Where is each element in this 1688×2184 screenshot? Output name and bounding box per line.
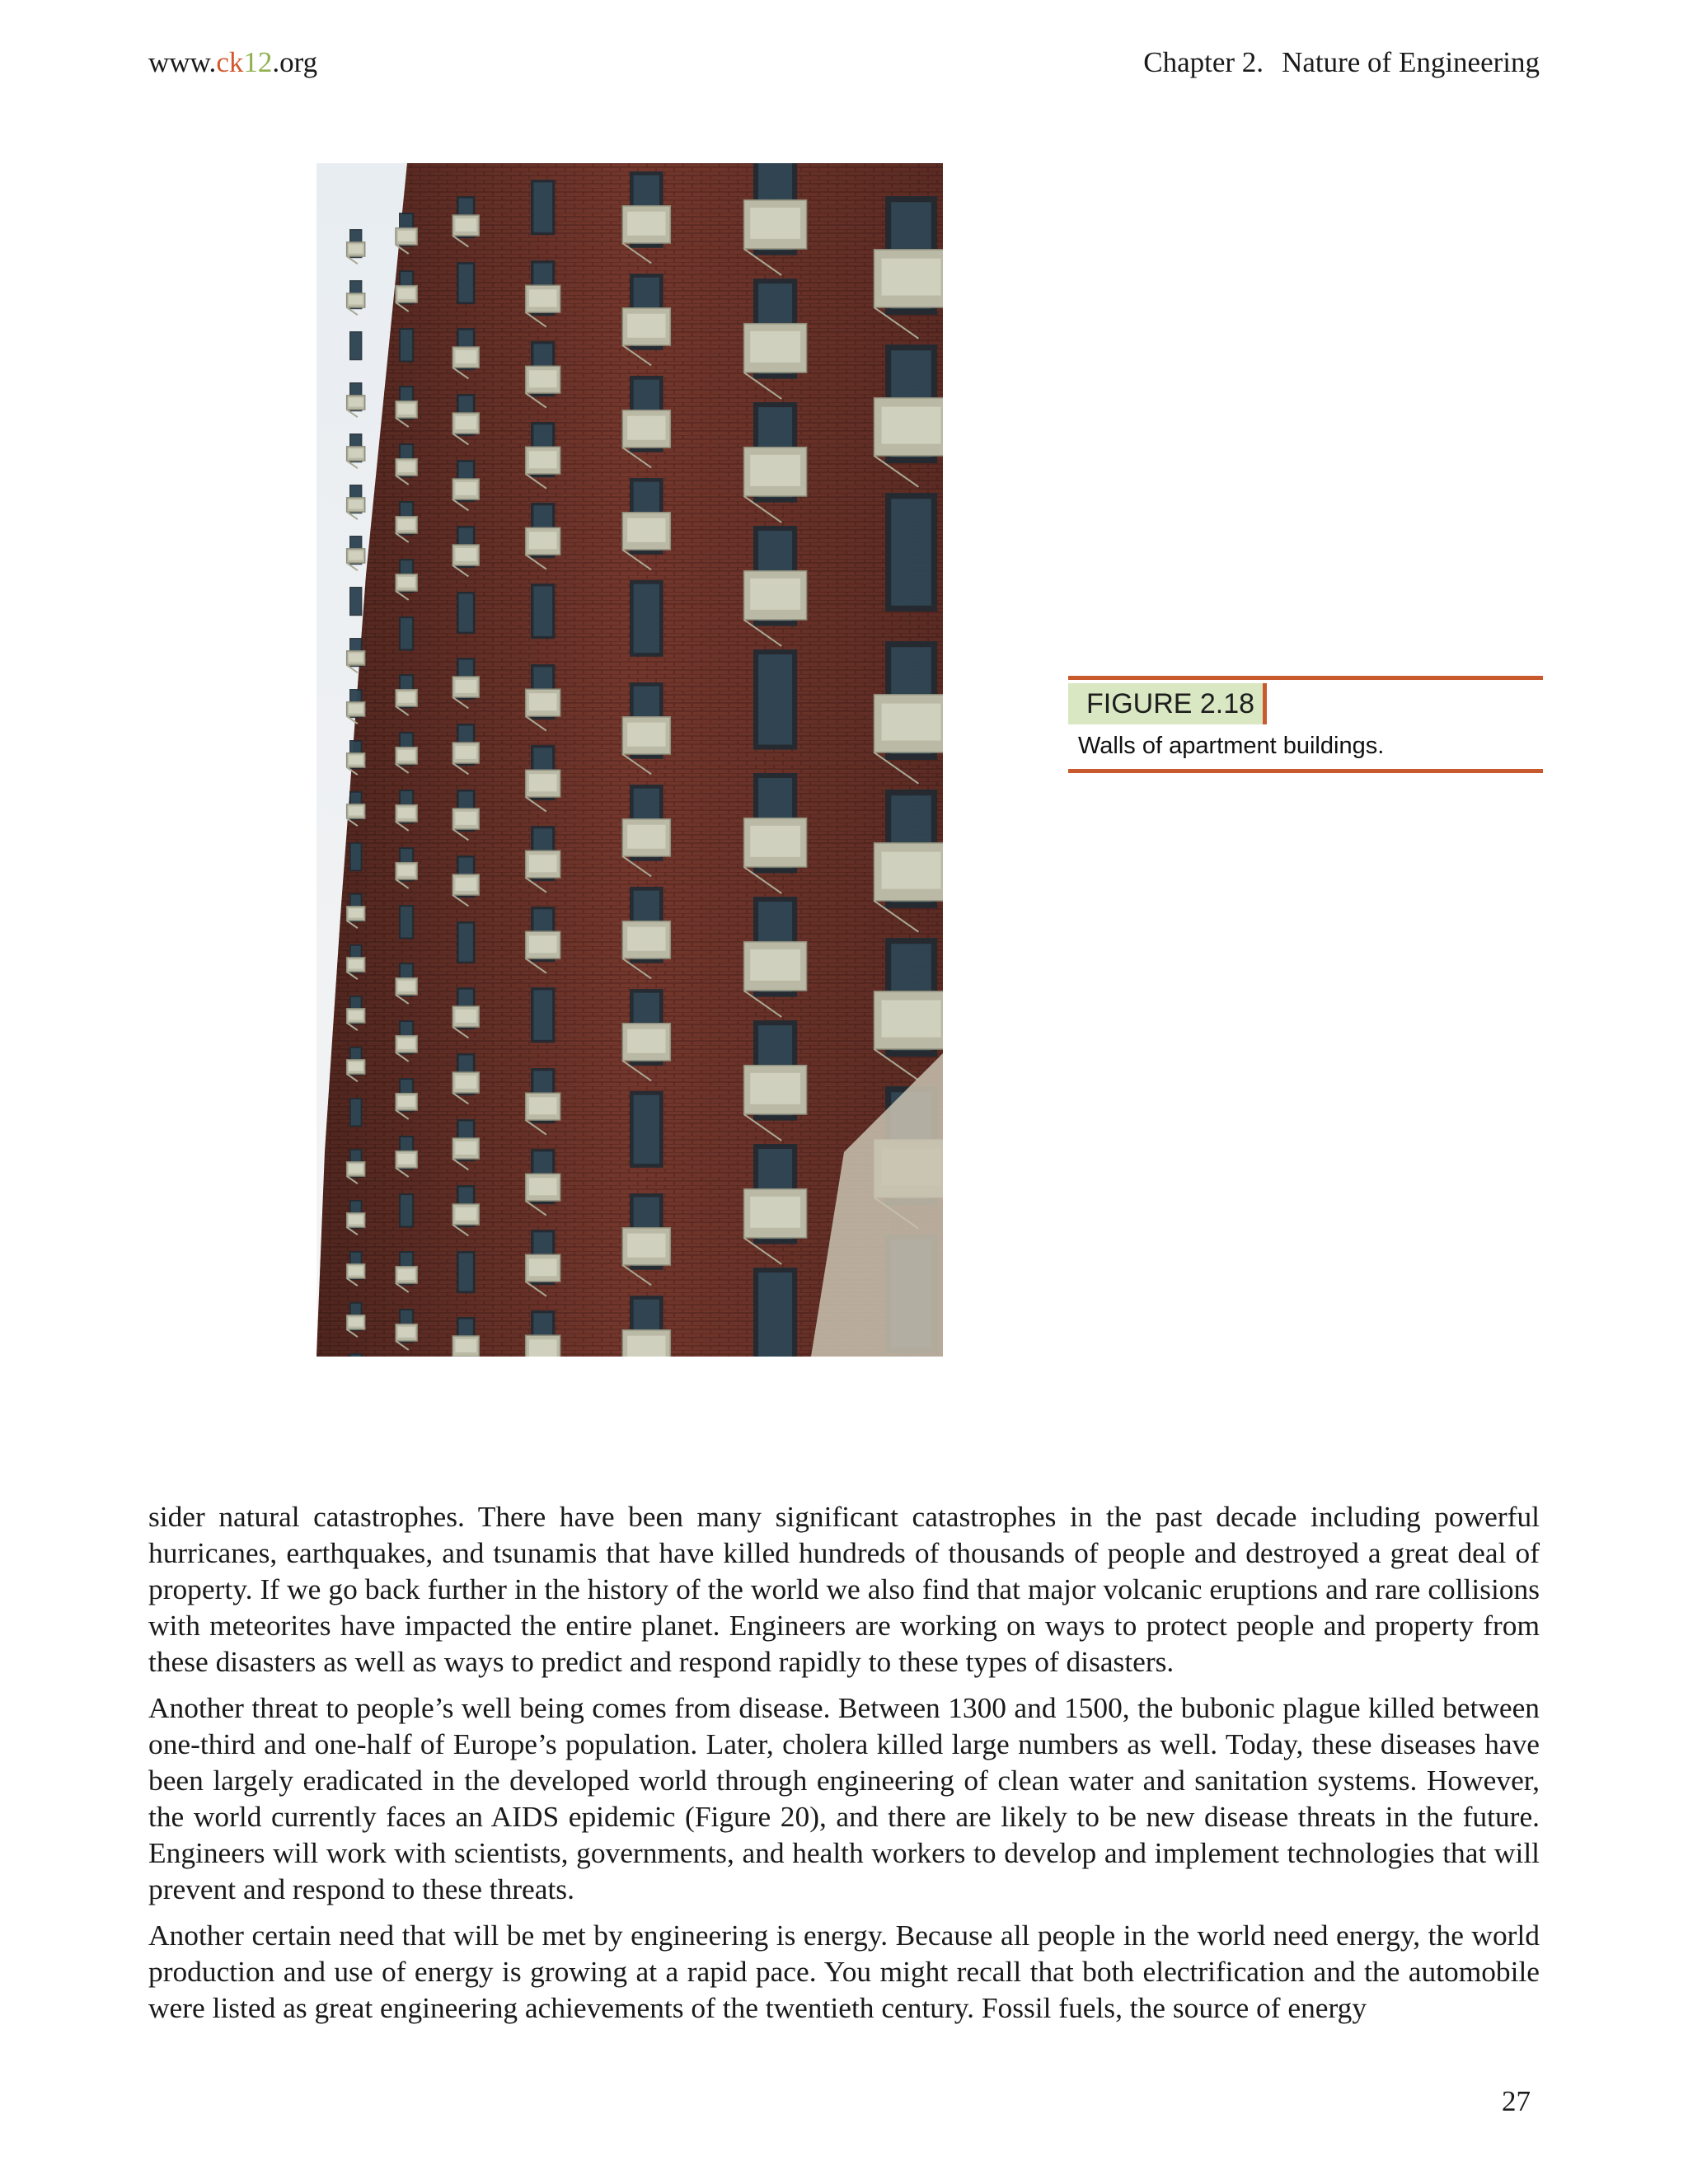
caption-rule-top (1068, 676, 1543, 680)
site-url[interactable] (148, 46, 317, 79)
site-url-num: 12 (243, 46, 273, 78)
body-text (148, 1498, 1540, 2036)
site-url-ck: ck (216, 46, 244, 78)
chapter-number: Chapter 2. (1143, 46, 1264, 78)
figure-label: FIGURE 2.18 (1068, 683, 1267, 724)
figure-caption (1068, 676, 1543, 773)
apartment-wall-photo (316, 163, 943, 1357)
page-header (148, 46, 1540, 87)
paragraph: sider natural catastrophes. There have been many significant catastrophes in the past decade including powerful hurricanes, earthquakes, and tsunamis that have killed hundreds of thousands of people and destroyed a great deal of property. If we go back further in the history of the world we also find that major volcanic eruptions and rare collisions with meteorites have impacted the entire planet. Engineers are working on ways to protect people and property from these disasters as well as ways to predict and respond rapidly to these types of disasters. (148, 1500, 1540, 1678)
site-url-suffix: .org (272, 46, 318, 78)
figure-caption-text: Walls of apartment buildings. (1078, 733, 1385, 759)
chapter-title: Nature of Engineering (1282, 46, 1540, 78)
page-number: 27 (1502, 2085, 1531, 2117)
paragraph: Another threat to people’s well being comes from disease. Between 1300 and 1500, the bubonic plague killed between one-third and one-half of Europe’s population. Later, cholera killed large numbers as well. Today, these diseases have been largely eradicated in the developed world through engineering of clean water and sanitation systems. However, the world currently faces an AIDS epidemic (Figure 20), and there are likely to be new disease threats in the future. Engineers will work with scientists, governments, and health workers to develop and implement technologies that will prevent and respond to these threats. (148, 1691, 1540, 1905)
chapter-heading (1143, 46, 1540, 79)
site-url-prefix: www. (148, 46, 217, 78)
figure-image (316, 163, 943, 1357)
caption-rule-bottom (1068, 769, 1543, 773)
paragraph: Another certain need that will be met by engineering is energy. Because all people in the world need energy, the world production and use of energy is growing at a rapid pace. You might recall that both electrification and the automobile were listed as great engineering achievements of the twentieth century. Fossil fuels, the source of energy (148, 1919, 1540, 2024)
